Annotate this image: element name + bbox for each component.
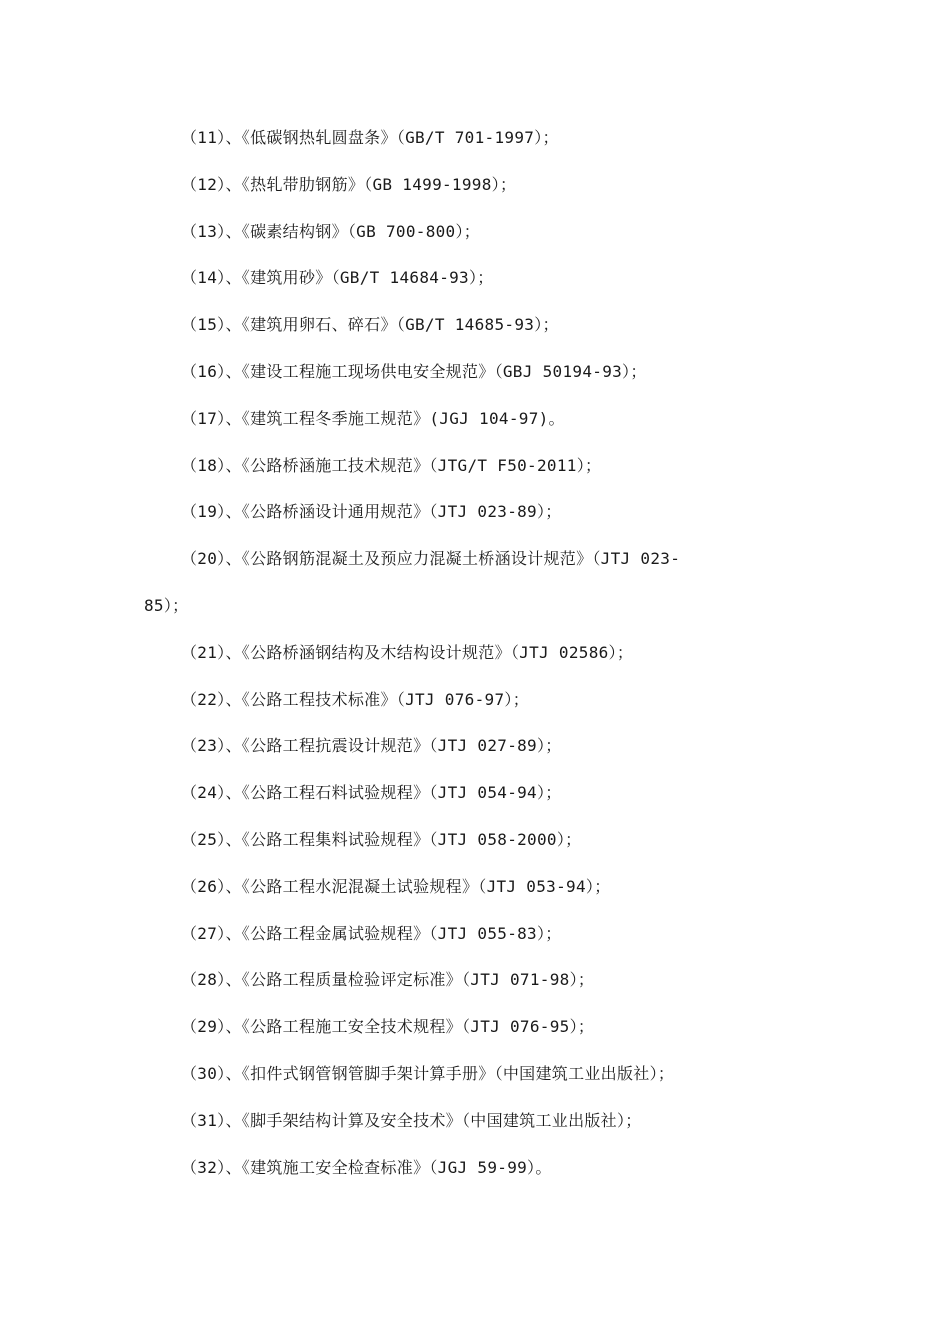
list-item: （31）、《脚手架结构计算及安全技术》（中国建筑工业出版社）； [181, 1110, 642, 1130]
list-item: （25）、《公路工程集料试验规程》（JTJ 058-2000）； [181, 829, 582, 849]
list-item: （27）、《公路工程金属试验规程》（JTJ 055-83）； [181, 923, 562, 943]
list-item: （26）、《公路工程水泥混凝土试验规程》（JTJ 053-94）； [181, 876, 611, 896]
list-item: （13）、《碳素结构钢》（GB 700-800）； [181, 221, 481, 241]
list-item: （16）、《建设工程施工现场供电安全规范》（GBJ 50194-93）； [181, 361, 647, 381]
list-item: （30）、《扣件式钢管钢管脚手架计算手册》（中国建筑工业出版社）； [181, 1063, 675, 1083]
standards-list [0, 115, 950, 1191]
list-item: （24）、《公路工程石料试验规程》（JTJ 054-94）； [181, 783, 562, 803]
list-item: （17）、《建筑工程冬季施工规范》(JGJ 104-97)。 [181, 408, 565, 428]
list-item: （11）、《低碳钢热轧圆盘条》（GB/T 701-1997）； [181, 128, 559, 147]
list-item: （15）、《建筑用卵石、碎石》（GB/T 14685-93）； [181, 315, 559, 335]
list-item: （28）、《公路工程质量检验评定标准》（JTJ 071-98）； [181, 970, 595, 990]
list-item: （32）、《建筑施工安全检查标准》（JGJ 59-99）。 [181, 1157, 552, 1177]
list-item: （19）、《公路桥涵设计通用规范》（JTJ 023-89）； [181, 502, 562, 522]
list-item: （18）、《公路桥涵施工技术规范》（JTG/T F50-2011）； [181, 455, 602, 475]
list-item: （12）、《热轧带肋钢筋》（GB 1499-1998）； [181, 174, 517, 194]
list-item: （14）、《建筑用砂》（GB/T 14684-93）； [181, 268, 494, 288]
list-item: （29）、《公路工程施工安全技术规程》（JTJ 076-95）； [181, 1017, 595, 1037]
list-item: （23）、《公路工程抗震设计规范》（JTJ 027-89）； [181, 736, 562, 756]
list-item-continuation: 85）； [144, 595, 189, 615]
list-item: （20）、《公路钢筋混凝土及预应力混凝土桥涵设计规范》（JTJ 023- [181, 549, 681, 569]
list-item: （22）、《公路工程技术标准》（JTJ 076-97）； [181, 689, 529, 709]
list-item: （21）、《公路桥涵钢结构及木结构设计规范》（JTJ 02586）； [181, 642, 634, 662]
